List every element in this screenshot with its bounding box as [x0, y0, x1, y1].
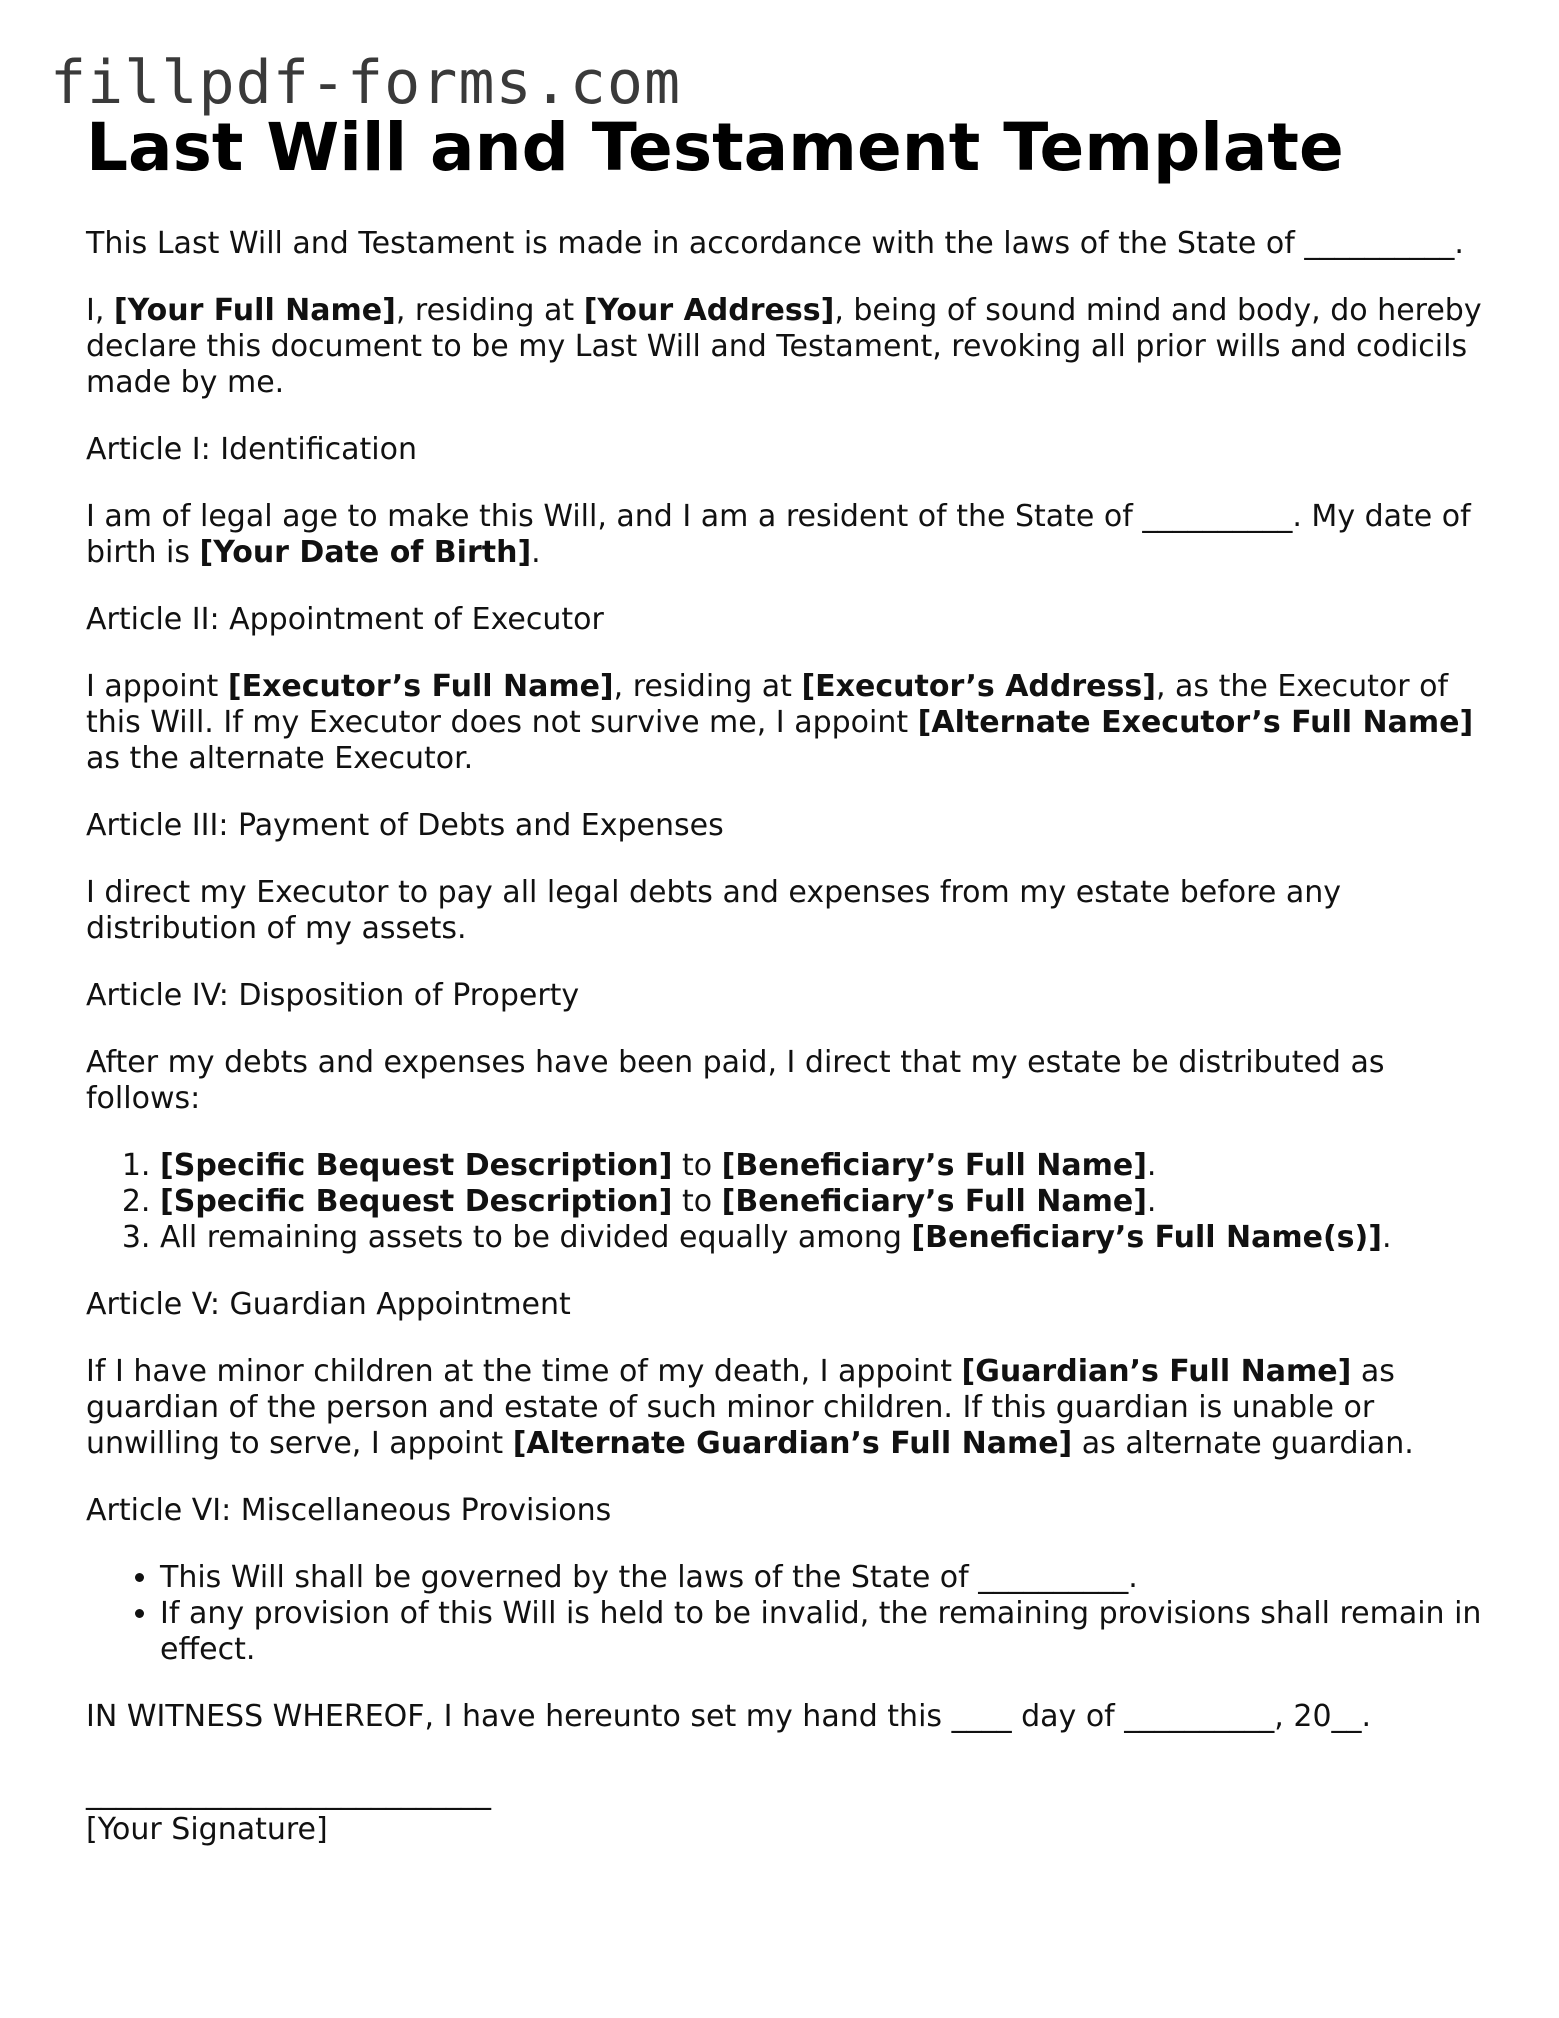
list-item: 2. [Specific Bequest Description] to [Beneficiary’s Full Name].: [160, 1184, 1486, 1220]
article-3-heading: Article III: Payment of Debts and Expenses: [86, 808, 724, 843]
article-2-heading: Article II: Appointment of Executor: [86, 602, 604, 637]
list-item: 1. [Specific Bequest Description] to [Beneficiary’s Full Name].: [160, 1148, 1486, 1184]
document-body: [86, 108, 1486, 1848]
date-of-birth-placeholder: [Your Date of Birth]: [199, 535, 532, 570]
article-4-text: After my debts and expenses have been paid, I direct that my estate be distributed as follows:: [86, 1045, 1385, 1116]
article-1-heading: Article I: Identification: [86, 432, 417, 467]
provisions-list: [86, 1560, 1486, 1668]
article-3-text: I direct my Executor to pay all legal debts and expenses from my estate before any distribution of my assets.: [86, 875, 1341, 946]
list-item: 3. All remaining assets to be divided equally among [Beneficiary’s Full Name(s)].: [160, 1220, 1486, 1256]
article-4-heading: Article IV: Disposition of Property: [86, 978, 580, 1013]
your-full-name-placeholder: [Your Full Name]: [113, 293, 396, 328]
bequest-list: [86, 1148, 1486, 1256]
article-1-text: I am of legal age to make this Will, and I am a resident of the State of __________. My date of birth is [Your Date of Birth].: [86, 499, 1471, 570]
alternate-guardian-placeholder: [Alternate Guardian’s Full Name]: [512, 1426, 1073, 1461]
article-2-text: I appoint [Executor’s Full Name], residing at [Executor’s Address], as the Executor of this Will. If my Executor does not survive me, I appoint [Alternate Executor’s Full Name] as the alternate Executor.: [86, 669, 1474, 776]
site-watermark: fillpdf-forms.com: [50, 48, 682, 118]
signature-label: [Your Signature]: [86, 1812, 328, 1847]
article-6-heading: Article VI: Miscellaneous Provisions: [86, 1493, 612, 1528]
declaration-paragraph: I, [Your Full Name], residing at [Your Address], being of sound mind and body, do hereby declare this document to be my Last Will and Testament, revoking all prior wills and codicils made by me.: [86, 293, 1482, 400]
your-address-placeholder: [Your Address]: [583, 293, 835, 328]
article-5-text: If I have minor children at the time of my death, I appoint [Guardian’s Full Name] as guardian of the person and estate of such minor children. If this guardian is unable or unwilling to serve, I appoint [Alternate Guardian’s Full Name] as alternate guardian.: [86, 1354, 1414, 1461]
signature-line: ___________________________: [86, 1776, 491, 1811]
article-5-heading: Article V: Guardian Appointment: [86, 1287, 571, 1322]
alternate-executor-placeholder: [Alternate Executor’s Full Name]: [917, 705, 1474, 740]
list-item: • If any provision of this Will is held to be invalid, the remaining provisions shall remain in effect.: [160, 1596, 1486, 1668]
list-item: • This Will shall be governed by the laws of the State of __________.: [160, 1560, 1486, 1596]
intro-paragraph: This Last Will and Testament is made in accordance with the laws of the State of __________.: [86, 226, 1464, 261]
executor-name-placeholder: [Executor’s Full Name]: [227, 669, 614, 704]
page-title: Last Will and Testament Template: [86, 109, 1344, 186]
guardian-name-placeholder: [Guardian’s Full Name]: [961, 1354, 1352, 1389]
executor-address-placeholder: [Executor’s Address]: [801, 669, 1156, 704]
witness-clause: IN WITNESS WHEREOF, I have hereunto set my hand this ____ day of __________, 20__.: [86, 1699, 1372, 1734]
